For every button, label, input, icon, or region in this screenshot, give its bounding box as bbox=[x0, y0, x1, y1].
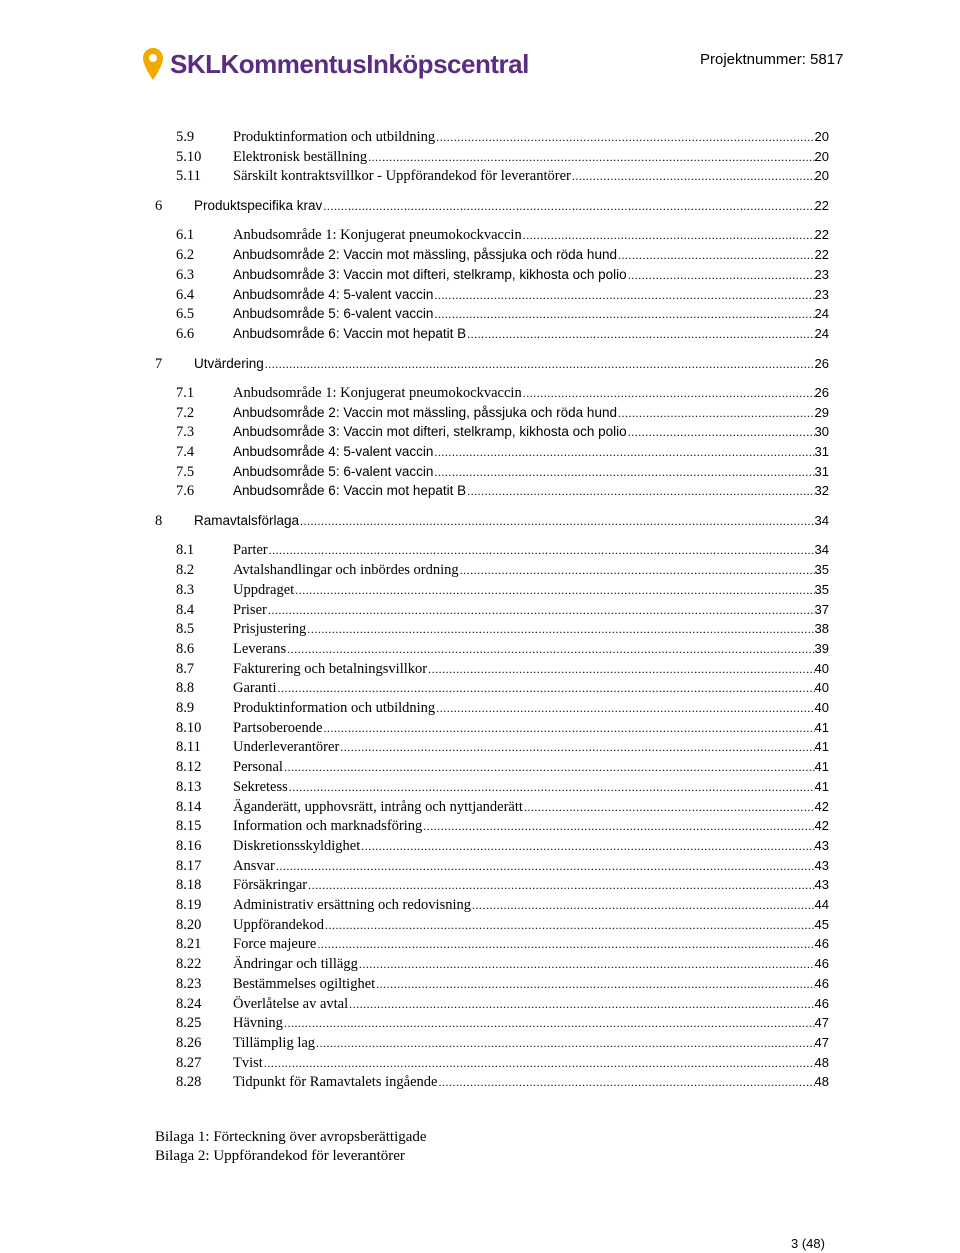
toc-number: 6.5 bbox=[176, 306, 195, 323]
toc-title-wrap bbox=[233, 304, 816, 324]
toc-title: Fakturering och betalningsvillkor bbox=[233, 660, 428, 677]
toc-entry[interactable] bbox=[0, 678, 960, 698]
toc-page-number: 48 bbox=[814, 1074, 829, 1090]
toc-title-wrap bbox=[233, 147, 816, 167]
toc-number: 8.22 bbox=[176, 956, 202, 973]
toc-number: 6.6 bbox=[176, 325, 195, 342]
toc-number: 7.3 bbox=[176, 424, 195, 441]
toc-title-wrap bbox=[233, 127, 816, 147]
toc-page-number: 40 bbox=[814, 700, 829, 715]
toc-number: 8.24 bbox=[176, 995, 202, 1012]
toc-entry[interactable] bbox=[0, 442, 960, 462]
logo bbox=[142, 44, 529, 84]
dot-leader bbox=[284, 757, 815, 777]
toc-page-number: 46 bbox=[814, 956, 829, 972]
toc-title: Överlåtelse av avtal bbox=[233, 995, 349, 1012]
dot-leader bbox=[376, 974, 815, 994]
dot-leader bbox=[323, 718, 815, 738]
dot-leader bbox=[277, 678, 815, 698]
logo-text: SKLKommentusInköpscentral bbox=[170, 49, 529, 79]
toc-title: Anbudsområde 5: 6-valent vaccin bbox=[233, 463, 434, 479]
toc-entry[interactable] bbox=[0, 285, 960, 305]
toc-entry[interactable] bbox=[0, 127, 960, 147]
toc-entry[interactable] bbox=[0, 994, 960, 1014]
toc-title: Anbudsområde 5: 6-valent vaccin bbox=[233, 306, 434, 322]
dot-leader bbox=[460, 560, 815, 580]
toc-number: 8.21 bbox=[176, 936, 202, 953]
toc-entry[interactable] bbox=[0, 856, 960, 876]
dot-leader bbox=[467, 324, 815, 344]
dot-leader bbox=[628, 265, 815, 285]
toc-title-wrap bbox=[194, 354, 816, 374]
toc-title-wrap bbox=[233, 678, 816, 698]
toc-number: 6.3 bbox=[176, 266, 195, 283]
toc-title-wrap bbox=[233, 383, 816, 403]
dot-leader bbox=[284, 1013, 815, 1033]
toc-title: Sekretess bbox=[233, 778, 288, 795]
toc-page-number: 35 bbox=[814, 562, 829, 578]
toc-number: 7.6 bbox=[176, 483, 195, 500]
toc-number: 8.20 bbox=[176, 916, 202, 933]
toc-page-number: 31 bbox=[814, 444, 829, 459]
dot-leader bbox=[434, 285, 815, 305]
toc-entry[interactable] bbox=[0, 934, 960, 954]
toc-title: Ramavtalsförlaga bbox=[194, 513, 300, 529]
toc-title-wrap bbox=[233, 757, 816, 777]
dot-leader bbox=[340, 737, 815, 757]
toc-entry[interactable] bbox=[0, 580, 960, 600]
toc-entry[interactable] bbox=[0, 265, 960, 285]
dot-leader bbox=[436, 127, 815, 147]
toc-number: 8.10 bbox=[176, 719, 202, 736]
dot-leader bbox=[428, 659, 815, 679]
toc-number: 5.10 bbox=[176, 148, 202, 165]
toc-page-number: 35 bbox=[814, 581, 829, 597]
toc-title: Partsoberoende bbox=[233, 719, 323, 736]
toc-title-wrap bbox=[233, 1013, 816, 1033]
toc-page-number: 39 bbox=[814, 640, 829, 656]
toc-title-wrap bbox=[233, 422, 816, 442]
toc-title-wrap bbox=[233, 797, 816, 817]
toc-page-number: 26 bbox=[814, 384, 829, 400]
toc-title-wrap bbox=[233, 659, 816, 679]
toc-page-number: 34 bbox=[814, 542, 829, 558]
toc-title: Uppförandekod bbox=[233, 916, 325, 933]
toc-entry[interactable] bbox=[0, 540, 960, 560]
dot-leader bbox=[524, 797, 815, 817]
toc-title-wrap bbox=[233, 1033, 816, 1053]
toc-title: Anbudsområde 4: 5-valent vaccin bbox=[233, 444, 434, 459]
toc-title: Elektronisk beställning bbox=[233, 148, 368, 165]
dot-leader bbox=[436, 698, 815, 718]
toc-title-wrap bbox=[233, 954, 816, 974]
toc-entry[interactable] bbox=[0, 403, 960, 423]
location-pin-icon bbox=[142, 47, 164, 81]
toc-title-wrap bbox=[233, 245, 816, 265]
toc-number: 7 bbox=[155, 355, 163, 372]
toc-title: Uppdraget bbox=[233, 581, 295, 598]
toc-title-wrap bbox=[233, 166, 816, 186]
toc-title-wrap bbox=[194, 511, 816, 531]
toc-title: Anbudsområde 1: Konjugerat pneumokockvaccin bbox=[233, 227, 522, 244]
toc-entry[interactable] bbox=[0, 462, 960, 482]
toc-page-number: 41 bbox=[814, 739, 829, 755]
toc-title: Tvist bbox=[233, 1054, 263, 1071]
toc-number: 8.1 bbox=[176, 542, 195, 559]
toc-page-number: 26 bbox=[814, 355, 829, 371]
toc-entry[interactable] bbox=[0, 974, 960, 994]
toc-number: 8.26 bbox=[176, 1034, 202, 1051]
toc-page-number: 43 bbox=[814, 837, 829, 853]
toc-title: Särskilt kontraktsvillkor - Uppförandekod för leverantörer bbox=[233, 168, 571, 185]
toc-number: 8.16 bbox=[176, 837, 202, 854]
toc-title-wrap bbox=[233, 698, 816, 718]
toc-number: 8 bbox=[155, 513, 163, 530]
toc-page-number: 40 bbox=[814, 680, 829, 696]
toc-title: Produktinformation och utbildning bbox=[233, 700, 436, 716]
toc-title: Anbudsområde 2: Vaccin mot mässling, påssjuka och röda hund bbox=[233, 247, 617, 263]
toc-title: Anbudsområde 6: Vaccin mot hepatit B bbox=[233, 483, 467, 499]
toc-page-number: 31 bbox=[814, 463, 829, 479]
dot-leader bbox=[316, 1033, 815, 1053]
toc-page-number: 46 bbox=[814, 995, 829, 1011]
toc-number: 8.28 bbox=[176, 1074, 202, 1091]
toc-number: 8.14 bbox=[176, 798, 202, 815]
toc-number: 7.4 bbox=[176, 444, 195, 460]
toc-number: 5.11 bbox=[176, 168, 201, 185]
dot-leader bbox=[287, 639, 815, 659]
toc-title: Anbudsområde 2: Vaccin mot mässling, påssjuka och röda hund bbox=[233, 404, 617, 420]
toc-title: Priser bbox=[233, 601, 267, 618]
toc-title: Tillämplig lag bbox=[233, 1034, 316, 1051]
dot-leader bbox=[289, 777, 815, 797]
toc-title: Försäkringar bbox=[233, 877, 308, 894]
toc-title-wrap bbox=[233, 994, 816, 1014]
toc-number: 8.8 bbox=[176, 680, 195, 697]
toc-title-wrap bbox=[233, 225, 816, 245]
toc-title-wrap bbox=[233, 718, 816, 738]
toc-entry[interactable] bbox=[0, 698, 960, 718]
toc-title-wrap bbox=[233, 1072, 816, 1092]
toc-title-wrap bbox=[233, 974, 816, 994]
dot-leader bbox=[325, 915, 815, 935]
toc-entry[interactable] bbox=[0, 639, 960, 659]
toc-number: 7.1 bbox=[176, 384, 195, 401]
toc-title: Underleverantörer bbox=[233, 739, 340, 756]
appendix-item: Bilaga 2: Uppförandekod för leverantörer bbox=[155, 1148, 405, 1164]
toc-number: 8.12 bbox=[176, 759, 202, 776]
toc-title: Diskretionsskyldighet bbox=[233, 837, 361, 854]
toc-title-wrap bbox=[233, 481, 816, 501]
dot-leader bbox=[361, 836, 815, 856]
toc-page-number: 37 bbox=[814, 601, 829, 617]
toc-title-wrap bbox=[233, 895, 816, 915]
toc-entry[interactable] bbox=[0, 797, 960, 817]
toc-entry[interactable] bbox=[0, 718, 960, 738]
toc-page-number: 41 bbox=[814, 719, 829, 735]
toc-number: 8.23 bbox=[176, 975, 202, 992]
toc-entry[interactable] bbox=[0, 816, 960, 836]
toc-page-number: 20 bbox=[814, 148, 829, 164]
toc-page-number: 43 bbox=[814, 857, 829, 873]
toc-page-number: 46 bbox=[814, 975, 829, 991]
toc-title-wrap bbox=[233, 915, 816, 935]
dot-leader bbox=[323, 196, 815, 216]
toc-title-wrap bbox=[233, 560, 816, 580]
dot-leader bbox=[523, 225, 815, 245]
dot-leader bbox=[317, 934, 815, 954]
dot-leader bbox=[618, 403, 815, 423]
toc-title: Garanti bbox=[233, 680, 277, 697]
toc-page-number: 41 bbox=[814, 778, 829, 794]
dot-leader bbox=[308, 875, 815, 895]
toc-entry[interactable] bbox=[0, 324, 960, 344]
toc-title-wrap bbox=[233, 442, 816, 462]
toc-number: 8.13 bbox=[176, 778, 202, 795]
toc-number: 6.4 bbox=[176, 286, 195, 303]
toc-title: Information och marknadsföring bbox=[233, 818, 423, 835]
toc-entry[interactable] bbox=[0, 422, 960, 442]
toc-number: 6.2 bbox=[176, 247, 195, 264]
toc-page-number: 48 bbox=[814, 1054, 829, 1070]
toc-title: Äganderätt, upphovsrätt, intrång och nyttjanderätt bbox=[233, 798, 523, 815]
dot-leader bbox=[472, 895, 815, 915]
toc-number: 8.9 bbox=[176, 700, 195, 716]
toc-page-number: 45 bbox=[814, 916, 829, 932]
toc-title-wrap bbox=[233, 639, 816, 659]
dot-leader bbox=[300, 511, 815, 531]
toc-number: 8.4 bbox=[176, 601, 195, 618]
toc-title-wrap bbox=[233, 856, 816, 876]
toc-title-wrap bbox=[233, 600, 816, 620]
toc-entry[interactable] bbox=[0, 619, 960, 639]
toc-title-wrap bbox=[194, 196, 816, 216]
toc-title: Leverans bbox=[233, 640, 287, 657]
dot-leader bbox=[572, 166, 815, 186]
toc-number: 8.25 bbox=[176, 1015, 202, 1032]
dot-leader bbox=[359, 954, 815, 974]
dot-leader bbox=[265, 354, 815, 374]
dot-leader bbox=[368, 147, 815, 167]
toc-entry[interactable] bbox=[0, 737, 960, 757]
toc-page-number: 30 bbox=[814, 424, 829, 440]
dot-leader bbox=[434, 442, 815, 462]
dot-leader bbox=[295, 580, 815, 600]
toc-number: 7.2 bbox=[176, 404, 195, 421]
toc-number: 8.2 bbox=[176, 562, 195, 579]
toc-title: Prisjustering bbox=[233, 621, 307, 638]
toc-entry[interactable] bbox=[0, 954, 960, 974]
toc-title-wrap bbox=[233, 265, 816, 285]
toc-number: 8.5 bbox=[176, 621, 195, 638]
toc-chapter[interactable] bbox=[0, 511, 960, 531]
dot-leader bbox=[434, 462, 815, 482]
page-number: 3 (48) bbox=[791, 1236, 825, 1251]
dot-leader bbox=[276, 856, 815, 876]
dot-leader bbox=[349, 994, 815, 1014]
toc-page-number: 23 bbox=[814, 266, 829, 282]
toc-title-wrap bbox=[233, 934, 816, 954]
toc-entry[interactable] bbox=[0, 875, 960, 895]
toc-title-wrap bbox=[233, 285, 816, 305]
dot-leader bbox=[268, 600, 815, 620]
toc-number: 7.5 bbox=[176, 463, 195, 480]
toc-entry[interactable] bbox=[0, 915, 960, 935]
toc-title: Avtalshandlingar och inbördes ordning bbox=[233, 562, 459, 579]
toc-entry[interactable] bbox=[0, 836, 960, 856]
dot-leader bbox=[423, 816, 815, 836]
toc-number: 8.17 bbox=[176, 857, 202, 874]
dot-leader bbox=[307, 619, 815, 639]
toc-entry[interactable] bbox=[0, 304, 960, 324]
toc-entry[interactable] bbox=[0, 777, 960, 797]
dot-leader bbox=[264, 1053, 815, 1073]
toc-page-number: 22 bbox=[814, 198, 829, 214]
toc-title: Bestämmelses ogiltighet bbox=[233, 975, 376, 992]
toc-title: Anbudsområde 1: Konjugerat pneumokockvaccin bbox=[233, 384, 522, 401]
toc-number: 8.27 bbox=[176, 1054, 202, 1071]
toc-entry[interactable] bbox=[0, 600, 960, 620]
toc-title-wrap bbox=[233, 619, 816, 639]
toc-entry[interactable] bbox=[0, 1013, 960, 1033]
dot-leader bbox=[467, 481, 815, 501]
toc-page-number: 47 bbox=[814, 1015, 829, 1031]
toc-chapter[interactable] bbox=[0, 196, 960, 216]
toc-title-wrap bbox=[233, 403, 816, 423]
toc-entry[interactable] bbox=[0, 383, 960, 403]
toc-title: Force majeure bbox=[233, 936, 317, 953]
toc-title: Produktspecifika krav bbox=[194, 198, 323, 214]
toc-page-number: 32 bbox=[814, 483, 829, 499]
dot-leader bbox=[438, 1072, 815, 1092]
toc-title: Personal bbox=[233, 759, 283, 776]
toc-title-wrap bbox=[233, 836, 816, 856]
dot-leader bbox=[618, 245, 815, 265]
toc-title-wrap bbox=[233, 816, 816, 836]
toc-title: Ansvar bbox=[233, 857, 275, 874]
toc-entry[interactable] bbox=[0, 225, 960, 245]
toc-page-number: 22 bbox=[814, 227, 829, 243]
toc-page-number: 46 bbox=[814, 936, 829, 952]
toc-title: Hävning bbox=[233, 1015, 283, 1032]
toc-title-wrap bbox=[233, 875, 816, 895]
toc-number: 5.9 bbox=[176, 129, 195, 145]
toc-number: 8.18 bbox=[176, 877, 202, 894]
toc-title: Anbudsområde 4: 5-valent vaccin bbox=[233, 286, 434, 302]
toc-page-number: 40 bbox=[814, 660, 829, 676]
toc-page-number: 20 bbox=[814, 168, 829, 184]
toc-number: 8.3 bbox=[176, 581, 195, 598]
toc-title: Produktinformation och utbildning bbox=[233, 129, 436, 145]
toc-title-wrap bbox=[233, 737, 816, 757]
toc-number: 8.15 bbox=[176, 818, 202, 835]
dot-leader bbox=[434, 304, 815, 324]
appendix-item: Bilaga 1: Förteckning över avropsberättigade bbox=[155, 1129, 427, 1145]
dot-leader bbox=[628, 422, 815, 442]
toc-entry[interactable] bbox=[0, 245, 960, 265]
toc-title: Anbudsområde 6: Vaccin mot hepatit B bbox=[233, 325, 467, 341]
toc-page-number: 38 bbox=[814, 621, 829, 637]
toc-page-number: 42 bbox=[814, 818, 829, 834]
toc-page-number: 43 bbox=[814, 877, 829, 893]
toc-title: Tidpunkt för Ramavtalets ingående bbox=[233, 1074, 438, 1091]
toc-title-wrap bbox=[233, 462, 816, 482]
dot-leader bbox=[523, 383, 815, 403]
toc-title: Administrativ ersättning och redovisning bbox=[233, 897, 472, 913]
toc-number: 8.7 bbox=[176, 660, 195, 677]
toc-title: Anbudsområde 3: Vaccin mot difteri, stelkramp, kikhosta och polio bbox=[233, 424, 627, 440]
toc-page-number: 41 bbox=[814, 759, 829, 775]
project-number: Projektnummer: 5817 bbox=[700, 51, 844, 68]
toc-number: 8.6 bbox=[176, 640, 195, 657]
toc-title-wrap bbox=[233, 540, 816, 560]
toc-title: Anbudsområde 3: Vaccin mot difteri, stelkramp, kikhosta och polio bbox=[233, 266, 627, 282]
toc-number: 8.19 bbox=[176, 897, 202, 913]
toc-page-number: 34 bbox=[814, 513, 829, 529]
toc-page-number: 24 bbox=[814, 325, 829, 341]
toc-entry[interactable] bbox=[0, 659, 960, 679]
toc-entry[interactable] bbox=[0, 895, 960, 915]
toc-page-number: 20 bbox=[814, 129, 829, 144]
toc-number: 6.1 bbox=[176, 227, 195, 244]
toc-entry[interactable] bbox=[0, 1072, 960, 1092]
toc-entry[interactable] bbox=[0, 560, 960, 580]
toc-chapter[interactable] bbox=[0, 354, 960, 374]
toc-title-wrap bbox=[233, 580, 816, 600]
toc-entry[interactable] bbox=[0, 1053, 960, 1073]
toc-page-number: 29 bbox=[814, 404, 829, 420]
toc-page-number: 24 bbox=[814, 306, 829, 322]
toc-title-wrap bbox=[233, 324, 816, 344]
toc-title: Ändringar och tillägg bbox=[233, 956, 358, 973]
toc-entry[interactable] bbox=[0, 1033, 960, 1053]
toc-title-wrap bbox=[233, 777, 816, 797]
dot-leader bbox=[269, 540, 815, 560]
toc-page-number: 42 bbox=[814, 798, 829, 814]
toc-page-number: 44 bbox=[814, 897, 829, 912]
toc-entry[interactable] bbox=[0, 757, 960, 777]
toc-page-number: 22 bbox=[814, 247, 829, 263]
toc-entry[interactable] bbox=[0, 147, 960, 167]
toc-title: Utvärdering bbox=[194, 355, 264, 371]
appendix-list bbox=[155, 1128, 427, 1166]
toc-title: Parter bbox=[233, 542, 268, 559]
toc-entry[interactable] bbox=[0, 481, 960, 501]
toc-title-wrap bbox=[233, 1053, 816, 1073]
toc-entry[interactable] bbox=[0, 166, 960, 186]
toc-number: 6 bbox=[155, 198, 163, 215]
toc-page-number: 47 bbox=[814, 1034, 829, 1050]
page-header bbox=[0, 0, 960, 110]
toc-number: 8.11 bbox=[176, 739, 201, 756]
toc-page-number: 23 bbox=[814, 286, 829, 302]
